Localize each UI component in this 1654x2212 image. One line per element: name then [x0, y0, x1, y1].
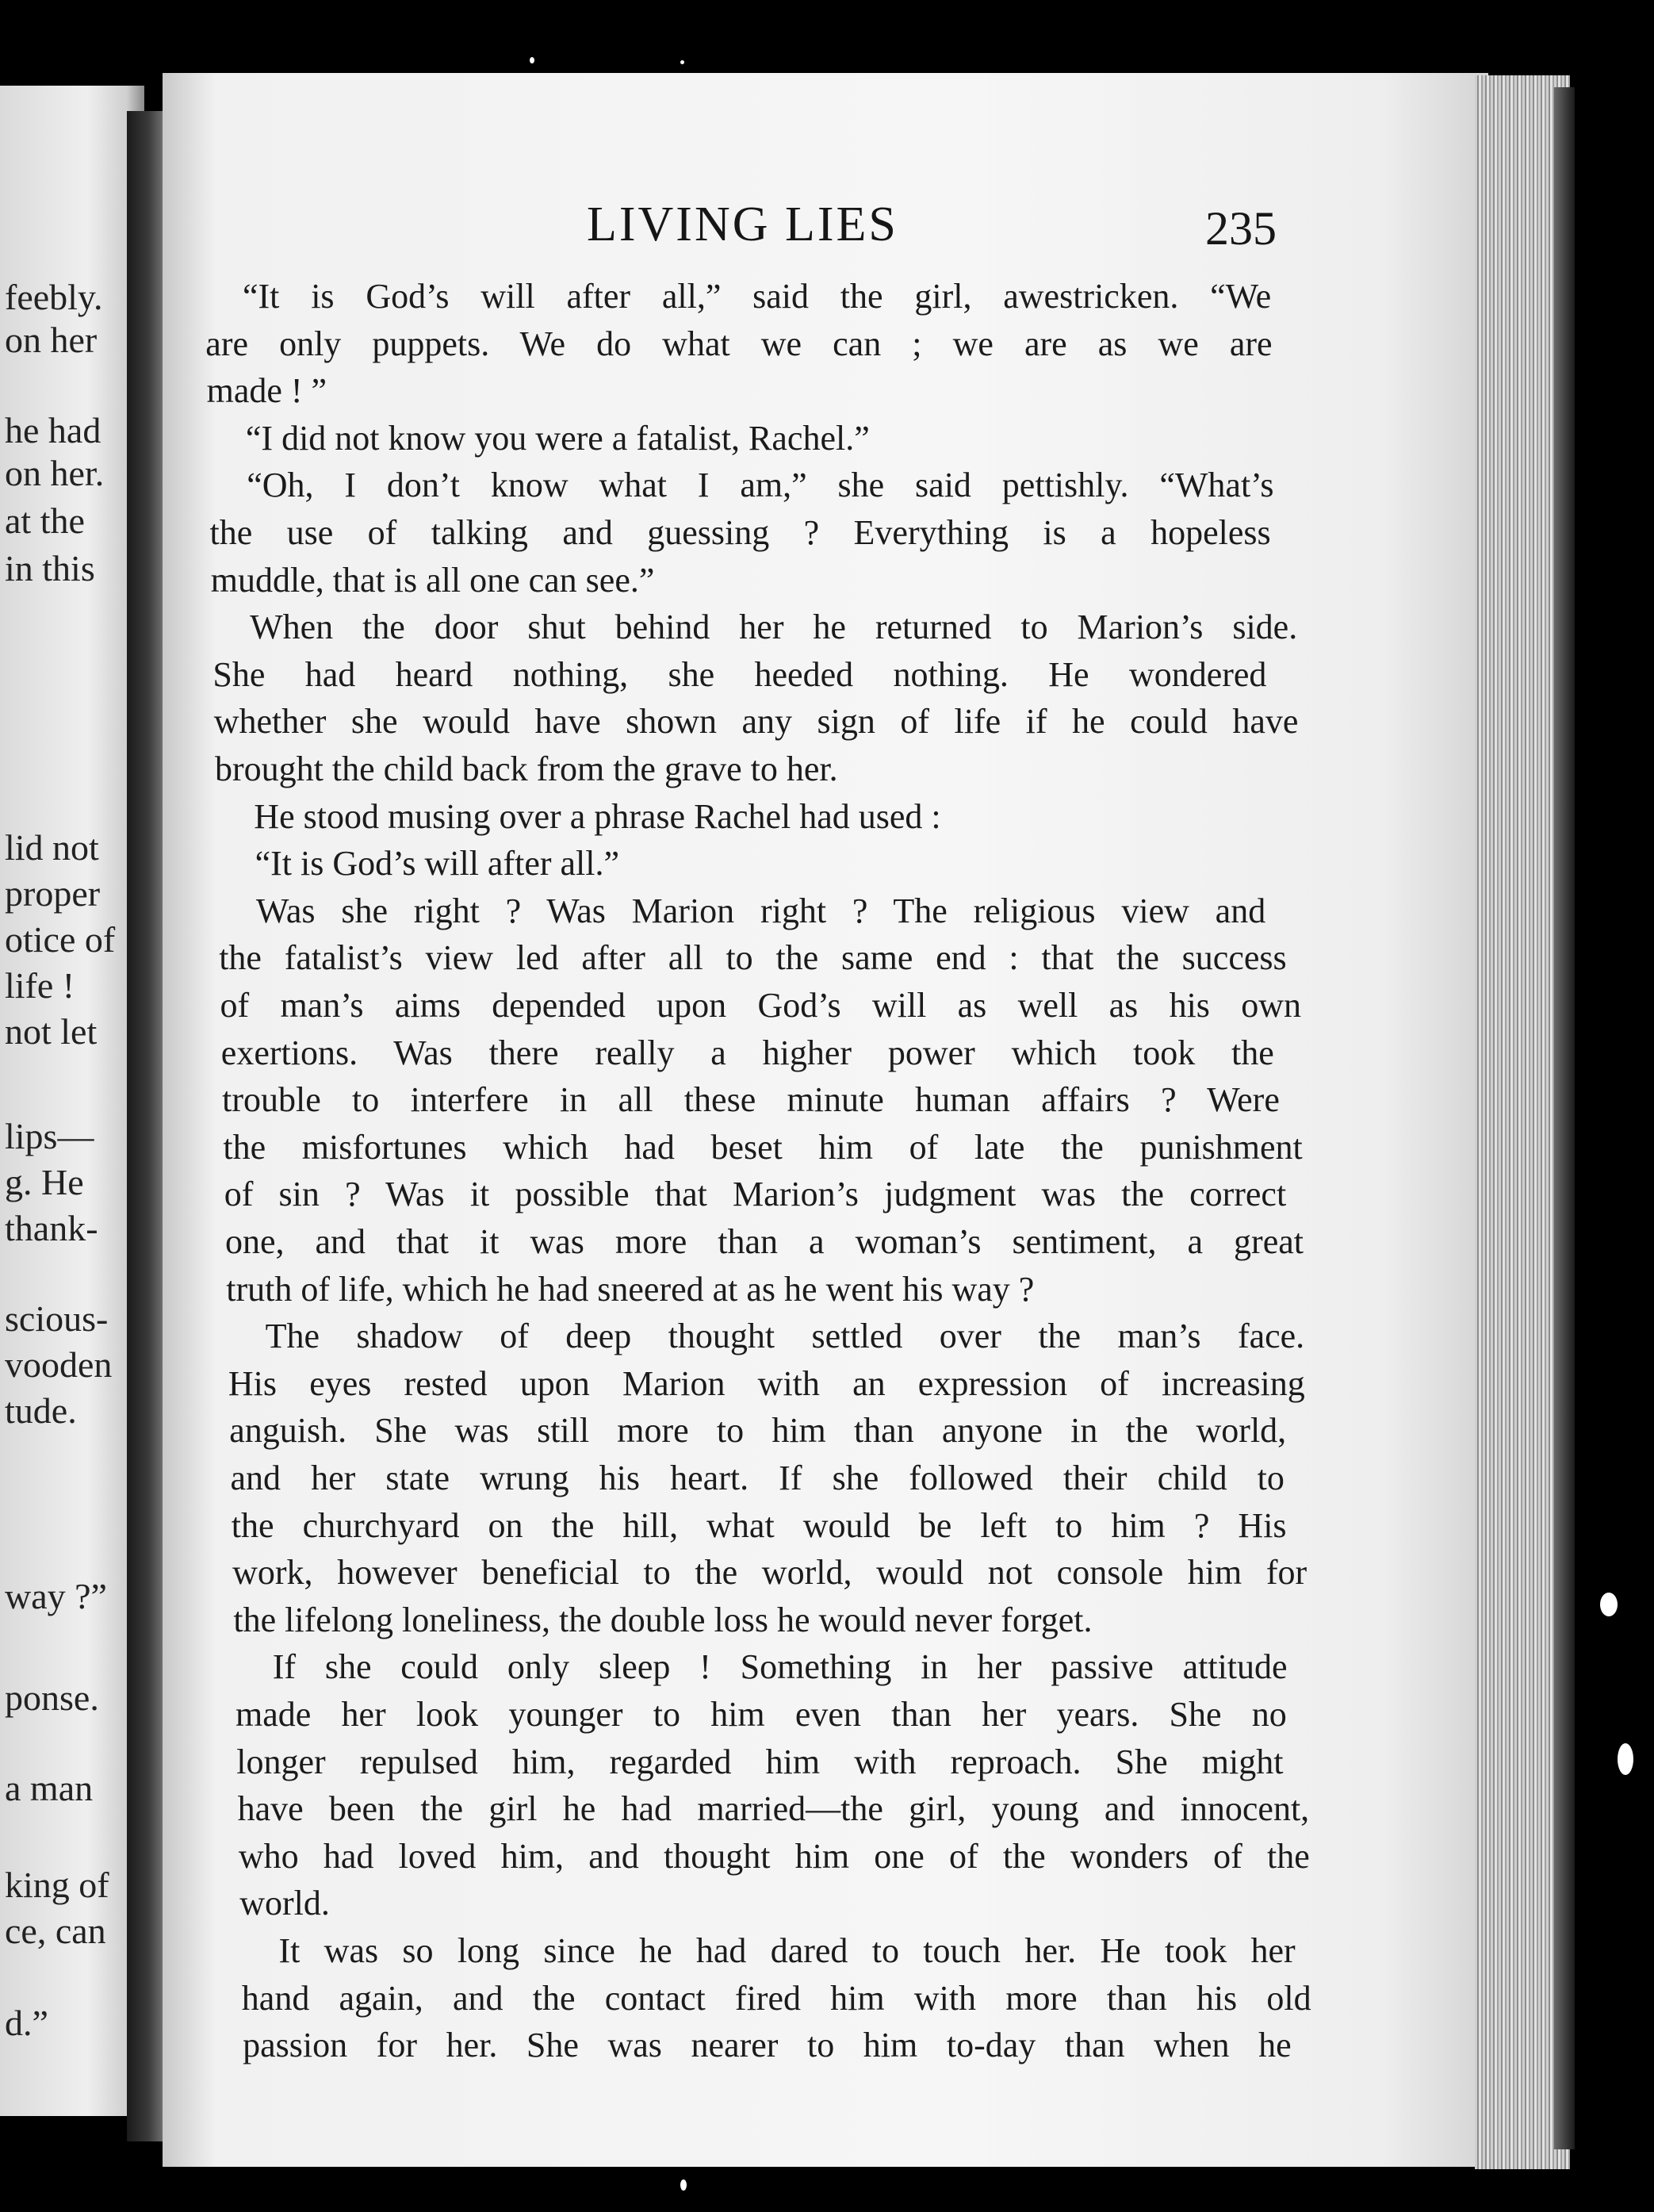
body-line: the misfortunes which had beset him of late the punishment — [223, 1127, 1303, 1167]
body-line: one, and that it was more than a woman’s sentiment, a great — [225, 1222, 1304, 1261]
body-line: the use of talking and guessing ? Everything is a hopeless — [209, 513, 1271, 552]
body-line: whether she would have shown any sign of life if he could have — [213, 702, 1299, 742]
body-line: longer repulsed him, regarded him with reproach. She might — [236, 1742, 1284, 1781]
left-page-fragment: tude. — [5, 1390, 77, 1431]
body-line: world. — [239, 1884, 330, 1923]
body-line: “It is God’s will after all.” — [255, 844, 620, 884]
body-line: If she could only sleep ! Something in her passive attitude — [272, 1647, 1288, 1687]
left-page-fragment: in this — [5, 548, 95, 588]
left-page-fragment: feebly. — [5, 277, 103, 317]
body-line: anguish. She was still more to him than anyone in the world, — [229, 1411, 1287, 1451]
dust-speck — [680, 60, 684, 64]
left-page-fragment: way ?” — [5, 1576, 107, 1616]
body-line: made ! ” — [206, 371, 327, 411]
left-page-fragment: on her — [5, 320, 98, 360]
body-line: and her state wrung his heart. If she followed their child to — [230, 1459, 1285, 1497]
left-page-fragment: scious- — [5, 1298, 109, 1339]
body-line: of man’s aims depended upon God’s will as well as his own — [220, 986, 1301, 1025]
body-line: trouble to interfere in all these minute human affairs ? Were — [222, 1080, 1280, 1120]
left-page-fragment: he had — [5, 410, 101, 450]
body-line: are only puppets. We do what we can ; we are as we are — [205, 324, 1273, 363]
body-line: When the door shut behind her he returned to Marion’s side. — [250, 608, 1298, 647]
left-page-fragment: not let — [5, 1011, 98, 1052]
dust-speck — [1600, 1593, 1618, 1616]
left-page-fragment: lid not — [5, 827, 99, 868]
body-line: “It is God’s will after all,” said the girl, awestricken. “We — [243, 277, 1272, 316]
body-line: hand again, and the contact fired him with more than his old — [241, 1978, 1311, 2018]
body-line: passion for her. She was nearer to him to-day than when he — [243, 2026, 1292, 2065]
left-page-fragment: king of — [5, 1865, 109, 1905]
body-line: His eyes rested upon Marion with an expression of increasing — [228, 1363, 1305, 1403]
left-page-fragment: otice of — [5, 919, 116, 960]
body-line: the fatalist’s view led after all to the same end : that the success — [219, 938, 1287, 978]
body-line: He stood musing over a phrase Rachel had used : — [254, 796, 941, 836]
left-page-fragment: ce, can — [5, 1911, 106, 1951]
body-line: made her look younger to him even than her years. She no — [235, 1695, 1287, 1734]
left-page-fragment: a man — [5, 1768, 94, 1808]
left-page-fragment: proper — [5, 873, 101, 914]
left-page-fragment: life ! — [5, 965, 75, 1006]
body-line: the churchyard on the hill, what would be left to him ? His — [231, 1505, 1287, 1545]
left-page-fragment: lips— — [5, 1116, 94, 1156]
page-number: 235 — [1205, 202, 1277, 255]
body-line: have been the girl he had married—the girl, young and innocent, — [237, 1789, 1310, 1829]
page-edge-shadow — [1554, 87, 1575, 2149]
left-page-fragment: vooden — [5, 1344, 113, 1385]
body-line: The shadow of deep thought settled over the man’s face. — [265, 1317, 1305, 1356]
left-page-fragment: at the — [5, 500, 85, 541]
running-header-title: LIVING LIES — [587, 197, 898, 251]
left-page-fragment: thank- — [5, 1208, 98, 1248]
body-line: exertions. Was there really a higher power which took the — [220, 1033, 1274, 1072]
left-page-fragment: ponse. — [5, 1677, 99, 1718]
left-page — [0, 86, 144, 2116]
left-page-fragment: on her. — [5, 453, 105, 493]
body-line: “Oh, I don’t know what I am,” she said pettishly. “What’s — [247, 466, 1274, 505]
body-line: brought the child back from the grave to her. — [215, 749, 838, 788]
body-line: She had heard nothing, she heeded nothing. He wondered — [212, 654, 1267, 694]
body-line: truth of life, which he had sneered at as he went his way ? — [226, 1269, 1035, 1309]
left-page-fragment: d.” — [5, 2003, 48, 2043]
body-line: muddle, that is all one can see.” — [210, 560, 655, 600]
body-line: work, however beneficial to the world, would not console him for — [232, 1553, 1308, 1593]
body-line: Was she right ? Was Marion right ? The religious view and — [255, 891, 1266, 930]
left-page-fragment: g. He — [5, 1162, 84, 1202]
dust-speck — [530, 57, 534, 63]
dust-speck — [1618, 1743, 1633, 1775]
body-line: “I did not know you were a fatalist, Rachel.” — [245, 418, 870, 458]
body-line: the lifelong loneliness, the double loss he would never forget. — [233, 1600, 1093, 1639]
body-line: who had loved him, and thought him one of the wonders of the — [238, 1836, 1310, 1876]
dust-speck — [680, 2179, 687, 2191]
body-line: It was so long since he had dared to touch her. He took her — [278, 1931, 1296, 1970]
body-line: of sin ? Was it possible that Marion’s judgment was the correct — [224, 1175, 1287, 1214]
